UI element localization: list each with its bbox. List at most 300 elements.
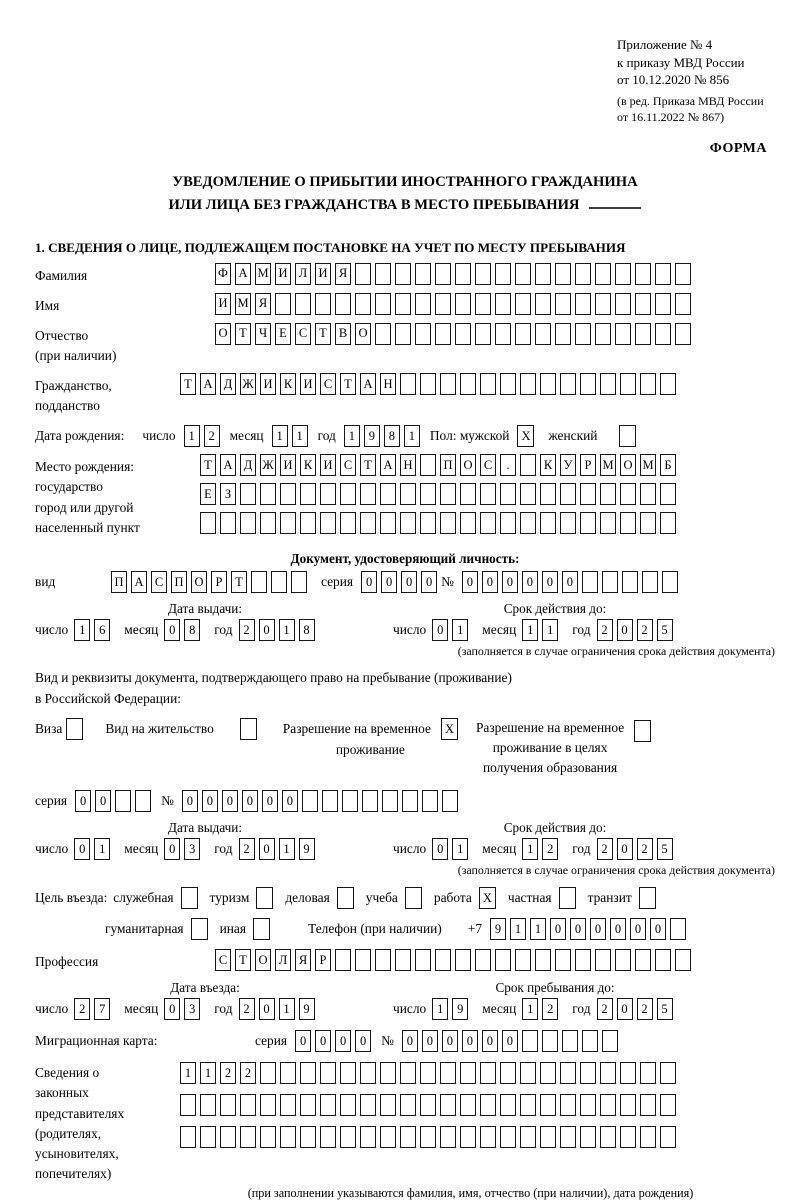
char-cell[interactable] — [660, 483, 676, 505]
char-cell[interactable]: К — [280, 373, 296, 395]
char-cell[interactable]: 3 — [184, 838, 200, 860]
char-cell[interactable]: 0 — [164, 998, 180, 1020]
char-cell[interactable]: Б — [660, 454, 676, 476]
char-cell[interactable] — [600, 373, 616, 395]
char-cell[interactable] — [440, 1126, 456, 1148]
char-cell[interactable] — [600, 1062, 616, 1084]
char-cell[interactable] — [640, 1094, 656, 1116]
char-cell[interactable]: 0 — [590, 918, 606, 940]
char-cell[interactable]: 1 — [279, 998, 295, 1020]
char-cell[interactable] — [415, 293, 431, 315]
char-cell[interactable] — [480, 1126, 496, 1148]
char-cell[interactable] — [655, 323, 671, 345]
char-cell[interactable]: И — [315, 263, 331, 285]
char-cell[interactable] — [635, 263, 651, 285]
char-cell[interactable] — [600, 1126, 616, 1148]
char-cell[interactable]: . — [500, 454, 516, 476]
char-cell[interactable] — [640, 483, 656, 505]
char-cell[interactable] — [455, 323, 471, 345]
char-cell[interactable]: У — [560, 454, 576, 476]
char-cell[interactable] — [495, 293, 511, 315]
char-cell[interactable] — [670, 918, 686, 940]
char-cell[interactable]: 1 — [279, 838, 295, 860]
char-cell[interactable] — [520, 1126, 536, 1148]
char-cell[interactable] — [500, 1094, 516, 1116]
char-cell[interactable]: А — [235, 263, 251, 285]
char-cell[interactable]: И — [320, 454, 336, 476]
char-cell[interactable] — [400, 1062, 416, 1084]
char-cell[interactable] — [580, 483, 596, 505]
char-cell[interactable] — [360, 1094, 376, 1116]
char-cell[interactable]: 0 — [381, 571, 397, 593]
char-cell[interactable]: 0 — [74, 838, 90, 860]
char-cell[interactable] — [355, 949, 371, 971]
char-cell[interactable] — [415, 323, 431, 345]
char-cell[interactable] — [582, 1030, 598, 1052]
char-cell[interactable] — [555, 263, 571, 285]
char-cell[interactable] — [440, 483, 456, 505]
char-cell[interactable] — [200, 1094, 216, 1116]
char-cell[interactable] — [520, 1094, 536, 1116]
char-cell[interactable]: П — [440, 454, 456, 476]
char-cell[interactable] — [460, 1094, 476, 1116]
char-cell[interactable]: 0 — [432, 619, 448, 641]
char-cell[interactable]: 2 — [542, 998, 558, 1020]
char-cell[interactable]: 0 — [75, 790, 91, 812]
char-cell[interactable]: 1 — [510, 918, 526, 940]
char-cell[interactable] — [615, 949, 631, 971]
char-cell[interactable] — [380, 512, 396, 534]
char-cell[interactable] — [455, 293, 471, 315]
char-cell[interactable] — [540, 512, 556, 534]
char-cell[interactable]: 0 — [282, 790, 298, 812]
char-cell[interactable] — [540, 1126, 556, 1148]
char-cell[interactable] — [620, 373, 636, 395]
char-cell[interactable] — [115, 790, 131, 812]
char-cell[interactable]: К — [300, 454, 316, 476]
char-cell[interactable]: 1 — [272, 425, 288, 447]
char-cell[interactable] — [542, 1030, 558, 1052]
char-cell[interactable]: 8 — [184, 619, 200, 641]
char-cell[interactable] — [660, 512, 676, 534]
char-cell[interactable] — [240, 1094, 256, 1116]
char-cell[interactable] — [602, 571, 618, 593]
char-cell[interactable]: 1 — [452, 838, 468, 860]
char-cell[interactable] — [435, 949, 451, 971]
char-cell[interactable] — [540, 1062, 556, 1084]
char-cell[interactable] — [575, 293, 591, 315]
char-cell[interactable]: 2 — [637, 838, 653, 860]
char-cell[interactable] — [360, 1126, 376, 1148]
char-cell[interactable] — [580, 1062, 596, 1084]
char-cell[interactable]: 2 — [637, 998, 653, 1020]
char-cell[interactable] — [360, 483, 376, 505]
char-cell[interactable] — [595, 323, 611, 345]
char-cell[interactable] — [522, 1030, 538, 1052]
char-cell[interactable] — [620, 483, 636, 505]
char-cell[interactable] — [535, 949, 551, 971]
char-cell[interactable] — [460, 512, 476, 534]
char-cell[interactable] — [280, 483, 296, 505]
char-cell[interactable] — [515, 949, 531, 971]
char-cell[interactable] — [515, 293, 531, 315]
char-cell[interactable] — [322, 790, 338, 812]
char-cell[interactable]: О — [215, 323, 231, 345]
char-cell[interactable] — [655, 293, 671, 315]
char-cell[interactable]: 7 — [94, 998, 110, 1020]
char-cell[interactable] — [300, 512, 316, 534]
char-cell[interactable]: 0 — [164, 619, 180, 641]
char-cell[interactable]: 0 — [542, 571, 558, 593]
official-checkbox[interactable] — [181, 887, 198, 909]
char-cell[interactable]: О — [620, 454, 636, 476]
char-cell[interactable]: Ж — [240, 373, 256, 395]
char-cell[interactable]: С — [295, 323, 311, 345]
char-cell[interactable]: 0 — [401, 571, 417, 593]
char-cell[interactable]: 0 — [222, 790, 238, 812]
char-cell[interactable] — [535, 293, 551, 315]
char-cell[interactable] — [200, 1126, 216, 1148]
char-cell[interactable] — [642, 571, 658, 593]
char-cell[interactable] — [260, 1094, 276, 1116]
char-cell[interactable] — [440, 1062, 456, 1084]
business-checkbox[interactable] — [337, 887, 354, 909]
char-cell[interactable]: 2 — [637, 619, 653, 641]
char-cell[interactable] — [620, 1062, 636, 1084]
char-cell[interactable] — [420, 483, 436, 505]
char-cell[interactable] — [560, 1126, 576, 1148]
char-cell[interactable] — [300, 1126, 316, 1148]
char-cell[interactable]: И — [300, 373, 316, 395]
char-cell[interactable]: 5 — [657, 619, 673, 641]
char-cell[interactable]: А — [131, 571, 147, 593]
char-cell[interactable]: 9 — [364, 425, 380, 447]
char-cell[interactable] — [560, 373, 576, 395]
char-cell[interactable] — [380, 1062, 396, 1084]
char-cell[interactable]: 1 — [522, 619, 538, 641]
char-cell[interactable] — [622, 571, 638, 593]
char-cell[interactable]: О — [460, 454, 476, 476]
char-cell[interactable]: 1 — [292, 425, 308, 447]
char-cell[interactable] — [320, 1126, 336, 1148]
char-cell[interactable] — [340, 512, 356, 534]
char-cell[interactable] — [251, 571, 267, 593]
char-cell[interactable] — [220, 512, 236, 534]
char-cell[interactable] — [640, 1062, 656, 1084]
char-cell[interactable]: Л — [275, 949, 291, 971]
char-cell[interactable] — [355, 293, 371, 315]
char-cell[interactable]: 6 — [94, 619, 110, 641]
char-cell[interactable] — [635, 293, 651, 315]
char-cell[interactable] — [655, 263, 671, 285]
char-cell[interactable]: 0 — [617, 838, 633, 860]
char-cell[interactable] — [320, 512, 336, 534]
char-cell[interactable] — [620, 512, 636, 534]
char-cell[interactable] — [271, 571, 287, 593]
char-cell[interactable]: 9 — [299, 838, 315, 860]
char-cell[interactable] — [240, 512, 256, 534]
char-cell[interactable] — [520, 512, 536, 534]
char-cell[interactable]: С — [340, 454, 356, 476]
char-cell[interactable] — [420, 1062, 436, 1084]
char-cell[interactable]: 1 — [522, 998, 538, 1020]
char-cell[interactable]: 9 — [299, 998, 315, 1020]
char-cell[interactable] — [662, 571, 678, 593]
char-cell[interactable]: А — [220, 454, 236, 476]
char-cell[interactable]: С — [215, 949, 231, 971]
char-cell[interactable]: И — [275, 263, 291, 285]
char-cell[interactable] — [500, 1062, 516, 1084]
char-cell[interactable] — [280, 1094, 296, 1116]
temp-residence-edu-checkbox[interactable] — [634, 720, 651, 742]
visa-checkbox[interactable] — [66, 718, 83, 740]
char-cell[interactable]: 1 — [404, 425, 420, 447]
char-cell[interactable] — [580, 1094, 596, 1116]
char-cell[interactable] — [275, 293, 291, 315]
char-cell[interactable]: С — [320, 373, 336, 395]
char-cell[interactable] — [260, 1126, 276, 1148]
char-cell[interactable] — [335, 293, 351, 315]
char-cell[interactable] — [402, 790, 418, 812]
char-cell[interactable] — [375, 263, 391, 285]
private-checkbox[interactable] — [559, 887, 576, 909]
char-cell[interactable] — [291, 571, 307, 593]
char-cell[interactable] — [280, 1126, 296, 1148]
char-cell[interactable] — [675, 293, 691, 315]
char-cell[interactable] — [200, 512, 216, 534]
char-cell[interactable] — [580, 1126, 596, 1148]
char-cell[interactable]: Т — [360, 454, 376, 476]
char-cell[interactable] — [440, 373, 456, 395]
char-cell[interactable]: Т — [235, 949, 251, 971]
char-cell[interactable] — [180, 1126, 196, 1148]
char-cell[interactable]: 0 — [562, 571, 578, 593]
char-cell[interactable]: Е — [200, 483, 216, 505]
char-cell[interactable] — [675, 323, 691, 345]
char-cell[interactable] — [380, 483, 396, 505]
char-cell[interactable] — [660, 373, 676, 395]
char-cell[interactable] — [180, 1094, 196, 1116]
char-cell[interactable]: О — [355, 323, 371, 345]
char-cell[interactable] — [342, 790, 358, 812]
char-cell[interactable]: 2 — [597, 998, 613, 1020]
study-checkbox[interactable] — [405, 887, 422, 909]
char-cell[interactable]: С — [480, 454, 496, 476]
char-cell[interactable]: И — [215, 293, 231, 315]
char-cell[interactable]: С — [151, 571, 167, 593]
char-cell[interactable] — [600, 1094, 616, 1116]
char-cell[interactable]: 0 — [259, 998, 275, 1020]
char-cell[interactable]: Н — [400, 454, 416, 476]
char-cell[interactable] — [635, 949, 651, 971]
char-cell[interactable]: Ф — [215, 263, 231, 285]
char-cell[interactable]: 0 — [422, 1030, 438, 1052]
char-cell[interactable] — [480, 512, 496, 534]
char-cell[interactable]: О — [255, 949, 271, 971]
char-cell[interactable]: 0 — [610, 918, 626, 940]
char-cell[interactable]: 0 — [164, 838, 180, 860]
char-cell[interactable] — [442, 790, 458, 812]
char-cell[interactable] — [455, 949, 471, 971]
char-cell[interactable]: 2 — [542, 838, 558, 860]
char-cell[interactable] — [340, 1062, 356, 1084]
char-cell[interactable]: 2 — [204, 425, 220, 447]
char-cell[interactable] — [540, 1094, 556, 1116]
char-cell[interactable]: З — [220, 483, 236, 505]
char-cell[interactable]: 0 — [432, 838, 448, 860]
char-cell[interactable]: 0 — [482, 1030, 498, 1052]
char-cell[interactable] — [420, 454, 436, 476]
char-cell[interactable]: 1 — [452, 619, 468, 641]
char-cell[interactable] — [400, 512, 416, 534]
char-cell[interactable] — [562, 1030, 578, 1052]
char-cell[interactable]: 0 — [295, 1030, 311, 1052]
char-cell[interactable] — [395, 949, 411, 971]
char-cell[interactable]: 1 — [542, 619, 558, 641]
char-cell[interactable] — [560, 512, 576, 534]
char-cell[interactable] — [395, 293, 411, 315]
char-cell[interactable] — [475, 293, 491, 315]
char-cell[interactable] — [380, 1126, 396, 1148]
char-cell[interactable]: 9 — [452, 998, 468, 1020]
char-cell[interactable]: 1 — [184, 425, 200, 447]
char-cell[interactable]: И — [280, 454, 296, 476]
char-cell[interactable] — [460, 1126, 476, 1148]
char-cell[interactable]: 2 — [240, 1062, 256, 1084]
char-cell[interactable]: Т — [200, 454, 216, 476]
char-cell[interactable] — [300, 1094, 316, 1116]
char-cell[interactable]: П — [111, 571, 127, 593]
char-cell[interactable] — [302, 790, 318, 812]
char-cell[interactable]: 0 — [502, 1030, 518, 1052]
char-cell[interactable]: А — [200, 373, 216, 395]
char-cell[interactable] — [395, 323, 411, 345]
char-cell[interactable] — [640, 1126, 656, 1148]
char-cell[interactable] — [540, 373, 556, 395]
char-cell[interactable] — [580, 373, 596, 395]
char-cell[interactable] — [375, 293, 391, 315]
char-cell[interactable]: Р — [315, 949, 331, 971]
char-cell[interactable]: 0 — [462, 1030, 478, 1052]
char-cell[interactable]: 2 — [220, 1062, 236, 1084]
char-cell[interactable]: М — [600, 454, 616, 476]
char-cell[interactable] — [600, 512, 616, 534]
char-cell[interactable]: Р — [211, 571, 227, 593]
char-cell[interactable]: Е — [275, 323, 291, 345]
char-cell[interactable] — [260, 512, 276, 534]
char-cell[interactable] — [360, 512, 376, 534]
char-cell[interactable] — [535, 323, 551, 345]
char-cell[interactable]: 2 — [239, 619, 255, 641]
char-cell[interactable] — [240, 1126, 256, 1148]
char-cell[interactable] — [575, 323, 591, 345]
char-cell[interactable] — [555, 949, 571, 971]
char-cell[interactable] — [475, 323, 491, 345]
char-cell[interactable] — [460, 1062, 476, 1084]
char-cell[interactable] — [382, 790, 398, 812]
char-cell[interactable] — [420, 373, 436, 395]
char-cell[interactable]: 1 — [74, 619, 90, 641]
char-cell[interactable]: 0 — [355, 1030, 371, 1052]
char-cell[interactable]: 0 — [442, 1030, 458, 1052]
char-cell[interactable] — [582, 571, 598, 593]
char-cell[interactable] — [675, 949, 691, 971]
char-cell[interactable]: Т — [340, 373, 356, 395]
char-cell[interactable]: 0 — [259, 619, 275, 641]
char-cell[interactable] — [620, 1094, 636, 1116]
char-cell[interactable] — [280, 1062, 296, 1084]
char-cell[interactable] — [220, 1094, 236, 1116]
char-cell[interactable] — [240, 483, 256, 505]
char-cell[interactable]: В — [335, 323, 351, 345]
char-cell[interactable]: 8 — [299, 619, 315, 641]
char-cell[interactable]: 2 — [239, 838, 255, 860]
char-cell[interactable]: 0 — [630, 918, 646, 940]
char-cell[interactable]: К — [540, 454, 556, 476]
char-cell[interactable] — [660, 1126, 676, 1148]
char-cell[interactable]: 0 — [402, 1030, 418, 1052]
char-cell[interactable] — [340, 1094, 356, 1116]
char-cell[interactable] — [340, 1126, 356, 1148]
char-cell[interactable]: Д — [240, 454, 256, 476]
char-cell[interactable] — [520, 483, 536, 505]
char-cell[interactable] — [500, 1126, 516, 1148]
char-cell[interactable]: Т — [235, 323, 251, 345]
char-cell[interactable] — [440, 512, 456, 534]
char-cell[interactable] — [495, 949, 511, 971]
char-cell[interactable] — [300, 483, 316, 505]
char-cell[interactable]: Я — [295, 949, 311, 971]
char-cell[interactable]: М — [640, 454, 656, 476]
char-cell[interactable]: Я — [335, 263, 351, 285]
char-cell[interactable]: А — [380, 454, 396, 476]
char-cell[interactable] — [515, 323, 531, 345]
char-cell[interactable]: 0 — [650, 918, 666, 940]
char-cell[interactable] — [560, 483, 576, 505]
char-cell[interactable]: 0 — [182, 790, 198, 812]
char-cell[interactable] — [500, 373, 516, 395]
char-cell[interactable]: 0 — [462, 571, 478, 593]
char-cell[interactable]: 1 — [279, 619, 295, 641]
char-cell[interactable]: 2 — [597, 838, 613, 860]
char-cell[interactable] — [395, 263, 411, 285]
char-cell[interactable] — [400, 1094, 416, 1116]
char-cell[interactable]: 3 — [184, 998, 200, 1020]
char-cell[interactable] — [362, 790, 378, 812]
char-cell[interactable]: 0 — [522, 571, 538, 593]
char-cell[interactable]: 0 — [259, 838, 275, 860]
other-purpose-checkbox[interactable] — [253, 918, 270, 940]
char-cell[interactable]: 2 — [597, 619, 613, 641]
char-cell[interactable]: 0 — [570, 918, 586, 940]
char-cell[interactable] — [380, 1094, 396, 1116]
char-cell[interactable]: 5 — [657, 838, 673, 860]
char-cell[interactable] — [420, 1094, 436, 1116]
char-cell[interactable]: И — [260, 373, 276, 395]
char-cell[interactable] — [520, 1062, 536, 1084]
char-cell[interactable]: 8 — [384, 425, 400, 447]
char-cell[interactable] — [495, 323, 511, 345]
char-cell[interactable]: 1 — [522, 838, 538, 860]
char-cell[interactable] — [602, 1030, 618, 1052]
char-cell[interactable]: П — [171, 571, 187, 593]
char-cell[interactable] — [560, 1062, 576, 1084]
char-cell[interactable] — [475, 263, 491, 285]
char-cell[interactable] — [515, 263, 531, 285]
char-cell[interactable] — [315, 293, 331, 315]
char-cell[interactable]: 0 — [262, 790, 278, 812]
char-cell[interactable] — [220, 1126, 236, 1148]
